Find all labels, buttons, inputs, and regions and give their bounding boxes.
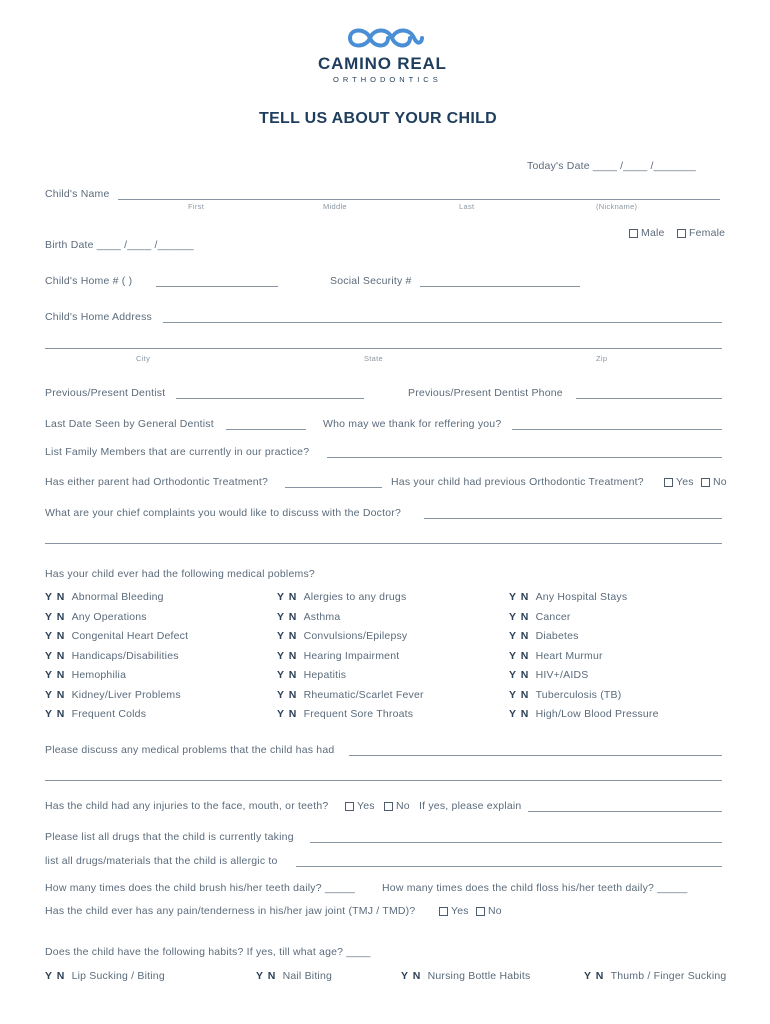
yn-selector[interactable]: Y N: [45, 688, 66, 701]
medical-item: [45, 611, 147, 623]
medical-item: [277, 708, 413, 720]
child-ortho-no-checkbox[interactable]: No: [701, 476, 727, 488]
birth-date-field[interactable]: Birth Date ____ /____ /______: [45, 239, 194, 251]
medical-item-label: Alergies to any drugs: [303, 591, 407, 603]
medical-item-label: Any Hospital Stays: [535, 591, 628, 603]
child-ortho-yes-checkbox[interactable]: Yes: [664, 476, 694, 488]
medical-item: [45, 591, 164, 603]
address-line-2[interactable]: [45, 348, 722, 349]
medical-item-label: Hepatitis: [303, 669, 347, 681]
medical-item-label: Hearing Impairment: [303, 649, 400, 662]
medical-item: [509, 630, 579, 642]
referral-label: Who may we thank for reffering you?: [323, 418, 502, 430]
parent-ortho-label: Has either parent had Orthodontic Treatment?: [45, 476, 269, 488]
tmj-label: Has the child ever has any pain/tenderness in his/her jaw joint (TMJ / TMD)?: [45, 905, 416, 917]
home-phone-label: Child's Home # ( ): [45, 275, 133, 287]
childs-name-field[interactable]: [118, 199, 720, 200]
yn-selector[interactable]: Y N: [509, 610, 530, 623]
injuries-explain-field[interactable]: [528, 811, 722, 812]
yn-selector[interactable]: Y N: [277, 649, 298, 662]
yn-selector[interactable]: Y N: [277, 610, 298, 623]
checkbox-icon: [701, 478, 710, 487]
prev-dentist-phone-label: Previous/Present Dentist Phone: [408, 387, 563, 399]
habits-question: Does the child have the following habits? If yes, till what age? ____: [45, 946, 371, 958]
medical-item-label: Tuberculosis (TB): [535, 688, 622, 701]
first-name-caption: First: [188, 202, 205, 211]
medical-item: [45, 708, 146, 720]
habit-item: Y N Lip Sucking / Biting: [45, 970, 165, 982]
form-title: TELL US ABOUT YOUR CHILD: [259, 110, 498, 127]
checkbox-icon: [439, 907, 448, 916]
drugs-allergic-label: list all drugs/materials that the child is allergic to: [45, 855, 278, 867]
drugs-taking-label: Please list all drugs that the child is currently taking: [45, 831, 294, 843]
injuries-yes-checkbox[interactable]: Yes: [345, 800, 375, 812]
home-address-field[interactable]: [163, 322, 722, 323]
injuries-explain-label: If yes, please explain: [419, 800, 522, 812]
medical-item-label: Diabetes: [535, 630, 579, 642]
medical-item-label: Congenital Heart Defect: [71, 630, 189, 642]
tmj-yes-checkbox[interactable]: Yes: [439, 905, 469, 917]
yn-selector[interactable]: Y N: [509, 708, 530, 720]
family-members-label: List Family Members that are currently in our practice?: [45, 446, 310, 458]
yn-selector[interactable]: Y N: [45, 669, 66, 681]
medical-item-label: Asthma: [303, 610, 341, 623]
home-phone-field[interactable]: [156, 286, 278, 287]
prev-dentist-phone-field[interactable]: [576, 398, 722, 399]
city-caption: City: [136, 354, 151, 363]
ssn-label: Social Security #: [330, 275, 412, 287]
medical-item-label: Abnormal Bleeding: [71, 591, 164, 603]
medical-item-label: Frequent Colds: [71, 708, 147, 720]
brush-field[interactable]: How many times does the child brush his/her teeth daily? _____: [45, 882, 356, 894]
tmj-no-checkbox[interactable]: No: [476, 905, 502, 917]
discuss-medical-label: Please discuss any medical problems that the child has had: [45, 744, 335, 756]
medical-item-label: Kidney/Liver Problems: [71, 688, 181, 701]
yn-selector[interactable]: Y N: [45, 970, 66, 982]
medical-item: [509, 689, 621, 701]
drugs-allergic-field[interactable]: [296, 866, 722, 867]
drugs-taking-field[interactable]: [310, 842, 722, 843]
yn-selector[interactable]: Y N: [509, 630, 530, 642]
checkbox-icon: [476, 907, 485, 916]
parent-ortho-field[interactable]: [285, 487, 382, 488]
medical-item-label: Frequent Sore Throats: [303, 708, 414, 720]
yn-selector[interactable]: Y N: [509, 591, 530, 603]
last-seen-label: Last Date Seen by General Dentist: [45, 418, 214, 430]
female-checkbox[interactable]: Female: [677, 227, 725, 239]
todays-date-field[interactable]: Today's Date ____ /____ /_______: [527, 160, 696, 172]
medical-item: [45, 630, 188, 642]
habit-item: Y N Nail Biting: [256, 970, 333, 982]
medical-item: [277, 689, 424, 701]
medical-item-label: High/Low Blood Pressure: [535, 708, 659, 720]
medical-item-label: Hemophilia: [71, 669, 127, 681]
medical-item: [509, 611, 571, 623]
discuss-medical-field[interactable]: [349, 755, 722, 756]
yn-selector[interactable]: Y N: [401, 970, 422, 982]
medical-item: [277, 630, 407, 642]
yn-selector[interactable]: Y N: [277, 708, 298, 720]
chief-complaints-label: What are your chief complaints you would like to discuss with the Doctor?: [45, 507, 402, 519]
ssn-field[interactable]: [420, 286, 580, 287]
yn-selector[interactable]: Y N: [45, 630, 66, 642]
yn-selector[interactable]: Y N: [277, 669, 298, 681]
yn-selector[interactable]: Y N: [509, 688, 530, 701]
medical-item: [45, 689, 181, 701]
last-name-caption: Last: [459, 202, 475, 211]
logo-subtitle: ORTHODONTICS: [333, 75, 442, 84]
checkbox-icon: [664, 478, 673, 487]
medical-item: [277, 611, 340, 623]
prev-dentist-label: Previous/Present Dentist: [45, 387, 166, 399]
medical-item: [509, 591, 627, 603]
home-address-label: Child's Home Address: [45, 311, 152, 323]
floss-field[interactable]: How many times does the child floss his/her teeth daily? _____: [382, 882, 688, 894]
chief-complaints-field[interactable]: [424, 518, 722, 519]
yn-selector[interactable]: Y N: [45, 610, 66, 623]
child-ortho-label: Has your child had previous Orthodontic Treatment?: [391, 476, 644, 488]
logo-mark: [344, 24, 426, 52]
yn-selector[interactable]: Y N: [45, 649, 66, 662]
childs-name-label: Child's Name: [45, 188, 110, 200]
referral-field[interactable]: [512, 429, 722, 430]
medical-item-label: Rheumatic/Scarlet Fever: [303, 688, 424, 701]
medical-item-label: Handicaps/Disabilities: [71, 649, 179, 662]
medical-item-label: Heart Murmur: [535, 649, 603, 662]
yn-selector[interactable]: Y N: [256, 970, 277, 982]
medical-question: Has your child ever had the following medical poblems?: [45, 568, 315, 580]
discuss-medical-line-2[interactable]: [45, 780, 722, 781]
family-members-field[interactable]: [327, 457, 722, 458]
medical-item: [277, 650, 399, 662]
medical-item: [45, 650, 179, 662]
medical-item-label: HIV+/AIDS: [535, 669, 589, 681]
yn-selector[interactable]: Y N: [277, 688, 298, 701]
yn-selector[interactable]: Y N: [277, 630, 298, 642]
prev-dentist-field[interactable]: [176, 398, 364, 399]
nickname-caption: (Nickname): [596, 202, 638, 211]
checkbox-icon: [629, 229, 638, 238]
yn-selector[interactable]: Y N: [584, 970, 605, 982]
checkbox-icon: [677, 229, 686, 238]
medical-item-label: Cancer: [535, 610, 571, 623]
yn-selector[interactable]: Y N: [45, 591, 66, 603]
state-caption: State: [364, 354, 384, 363]
medical-item: [45, 669, 126, 681]
last-seen-field[interactable]: [226, 429, 306, 430]
injuries-no-checkbox[interactable]: No: [384, 800, 410, 812]
medical-item: [277, 669, 346, 681]
medical-item-label: Any Operations: [71, 610, 147, 623]
medical-item: [509, 708, 659, 720]
medical-item-label: Convulsions/Epilepsy: [303, 630, 408, 642]
habit-item: Y N Nursing Bottle Habits: [401, 970, 531, 982]
medical-item: [509, 669, 588, 681]
chief-complaints-line-2[interactable]: [45, 543, 722, 544]
logo-name: CAMINO REAL: [318, 54, 447, 73]
yn-selector[interactable]: Y N: [509, 649, 530, 662]
male-checkbox[interactable]: Male: [629, 227, 665, 239]
checkbox-icon: [345, 802, 354, 811]
zip-caption: Zip: [596, 354, 608, 363]
checkbox-icon: [384, 802, 393, 811]
habit-item: Y N Thumb / Finger Sucking: [584, 970, 727, 982]
medical-item: [509, 650, 603, 662]
yn-selector[interactable]: Y N: [509, 669, 530, 681]
yn-selector[interactable]: Y N: [45, 708, 66, 720]
medical-item: [277, 591, 406, 603]
middle-name-caption: Middle: [323, 202, 347, 211]
yn-selector[interactable]: Y N: [277, 591, 298, 603]
injuries-label: Has the child had any injuries to the face, mouth, or teeth?: [45, 800, 329, 812]
